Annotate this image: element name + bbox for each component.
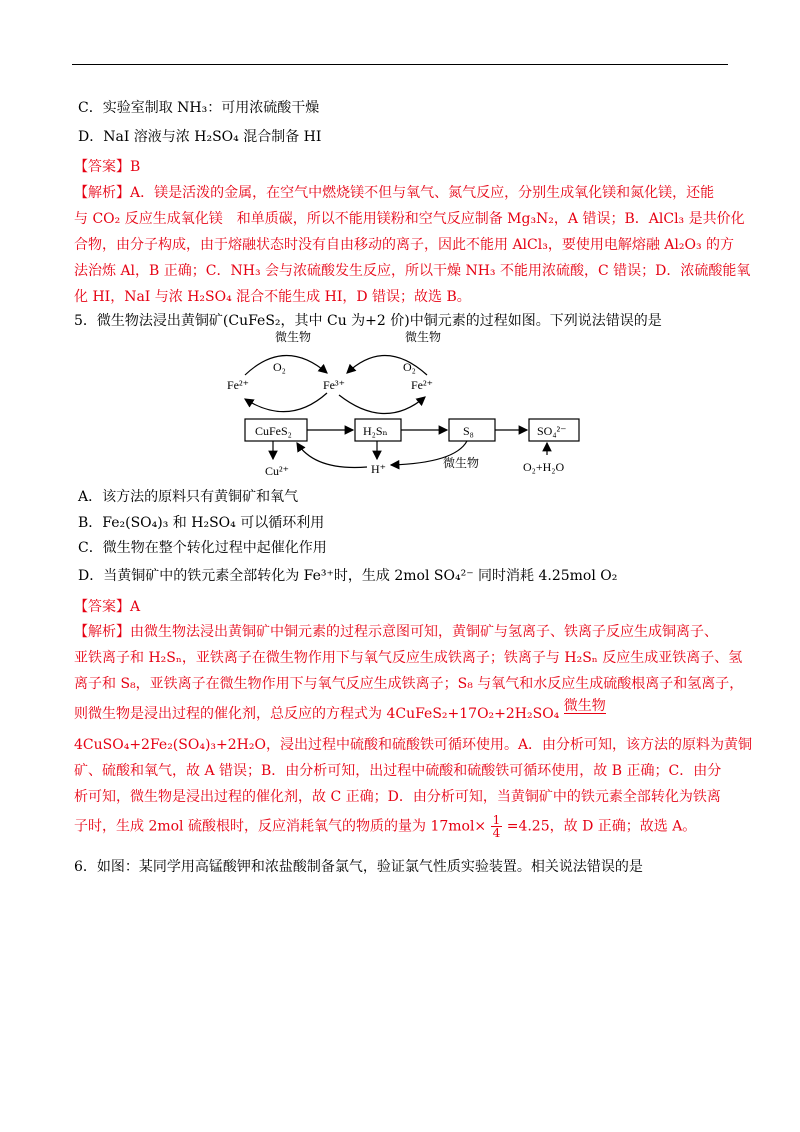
q5-equation-line xyxy=(74,698,606,724)
fe2-right-label: Fe²⁺ xyxy=(411,378,433,392)
q4-option-c: C．实验室制取 NH₃：可用浓硫酸干燥 xyxy=(78,100,320,116)
q4-explanation-line: 合物，由分子构成，由于熔融状态时没有自由移动的离子，因此不能用 AlCl₃，要使用电解熔融 Al₂O₃ 的方 xyxy=(74,237,735,253)
fraction-one-quarter xyxy=(491,814,503,839)
microbe-label-3: 微生物 xyxy=(443,456,480,470)
q4-option-d: D．NaI 溶液与浓 H₂SO₄ 混合制备 HI xyxy=(78,129,322,145)
arc-fe3-to-fe2-left xyxy=(245,393,327,412)
q5-answer: 【答案】A xyxy=(74,599,141,615)
fe3-label: Fe³⁺ xyxy=(323,378,345,392)
q5-option-c: C．微生物在整个转化过程中起催化作用 xyxy=(78,540,327,556)
arrow-h-to-cufes2 xyxy=(297,443,367,468)
q4-answer: 【答案】B xyxy=(74,159,141,175)
q5-fraction-prefix: 子时，生成 2mol 硫酸根时，反应消耗氧气的物质的量为 17mol× xyxy=(74,818,487,835)
catalyst-condition: 微生物 xyxy=(563,698,606,714)
fraction-denominator: 4 xyxy=(492,826,501,840)
box-s8-label: S₈ xyxy=(463,424,474,438)
microbe-label-2: 微生物 xyxy=(405,330,442,344)
header-rule xyxy=(72,64,728,65)
q5-explanation-line: 矿、硫酸和氧气，故 A 错误；B．由分析可知，出过程中硫酸和硫酸铁可循环使用，故 B 正确；C．由分 xyxy=(74,763,722,779)
fe2-left-label: Fe²⁺ xyxy=(227,378,249,392)
microbe-label-1: 微生物 xyxy=(275,330,312,344)
arc-fe2-to-fe3-left xyxy=(245,355,327,375)
q5-stem: 5．微生物法浸出黄铜矿(CuFeS₂，其中 Cu 为+2 价)中铜元素的过程如图。下列说法错误的是 xyxy=(74,313,662,329)
q4-explanation-line: 化 HI，NaI 与浓 H₂SO₄ 混合不能生成 HI，D 错误；故选 B。 xyxy=(74,289,471,305)
cu2-label: Cu²⁺ xyxy=(265,464,289,478)
box-h2sn-label: H₂Sₙ xyxy=(363,424,388,438)
q5-explanation-line: 析可知，微生物是浸出过程的催化剂，故 C 正确；D．由分析可知，当黄铜矿中的铁元素全部转化为铁离 xyxy=(74,789,721,805)
leaching-process-diagram xyxy=(215,327,585,487)
box-cufes2-label: CuFeS₂ xyxy=(255,424,292,438)
q5-explanation-line: 离子和 S₈，亚铁离子在微生物作用下与氧气反应生成铁离子；S₈ 与氧气和水反应生成硫酸根离子和氢离子， xyxy=(74,676,744,692)
o2-h2o-label: O₂+H₂O xyxy=(523,460,565,474)
q5-fraction-line xyxy=(74,814,696,839)
q4-explanation-line: 法治炼 Al，B 正确；C．NH₃ 会与浓硫酸发生反应，所以干燥 NH₃ 不能用浓硫酸，C 错误；D．浓硫酸能氧 xyxy=(74,263,751,279)
q4-explanation-line: 【解析】A．镁是活泼的金属，在空气中燃烧镁不但与氧气、氮气反应，分别生成氧化镁和氮化镁，还能 xyxy=(74,185,715,201)
q5-explanation-line: 4CuSO₄+2Fe₂(SO₄)₃+2H₂O，浸出过程中硫酸和硫酸铁可循环使用。A．由分析可知，该方法的原料为黄铜 xyxy=(74,737,753,753)
o2-label-1: O₂ xyxy=(273,360,286,374)
o2-label-2: O₂ xyxy=(403,360,416,374)
box-so4-label: SO₄²⁻ xyxy=(537,424,567,438)
q4-explanation-line: 与 CO₂ 反应生成氧化镁 和单质碳，所以不能用镁粉和空气反应制备 Mg₃N₂，A 错误；B．AlCl₃ 是共价化 xyxy=(74,211,745,227)
h-label: H⁺ xyxy=(371,462,386,476)
q5-explanation-line: 亚铁离子和 H₂Sₙ，亚铁离子在微生物作用下与氧气反应生成铁离子；铁离子与 H₂Sₙ 反应生成亚铁离子、氢 xyxy=(74,650,743,666)
fraction-numerator: 1 xyxy=(492,813,501,827)
q5-option-b: B．Fe₂(SO₄)₃ 和 H₂SO₄ 可以循环利用 xyxy=(78,515,325,531)
q5-option-a: A．该方法的原料只有黄铜矿和氧气 xyxy=(78,489,299,505)
q5-fraction-suffix: =4.25，故 D 正确；故选 A。 xyxy=(506,818,697,835)
q5-explanation-line: 【解析】由微生物法浸出黄铜矿中铜元素的过程示意图可知，黄铜矿与氢离子、铁离子反应生成铜离子、 xyxy=(74,624,718,640)
q5-equation-left: 则微生物是浸出过程的催化剂，总反应的方程式为 4CuFeS₂+17O₂+2H₂SO₄ xyxy=(74,706,560,722)
arc-fe3-to-fe2-right xyxy=(339,395,425,414)
q5-option-d: D．当黄铜矿中的铁元素全部转化为 Fe³⁺时，生成 2mol SO₄²⁻ 同时消耗 4.25mol O₂ xyxy=(78,568,618,584)
q6-stem: 6．如图：某同学用高锰酸钾和浓盐酸制备氯气，验证氯气性质实验装置。相关说法错误的是 xyxy=(74,859,643,875)
